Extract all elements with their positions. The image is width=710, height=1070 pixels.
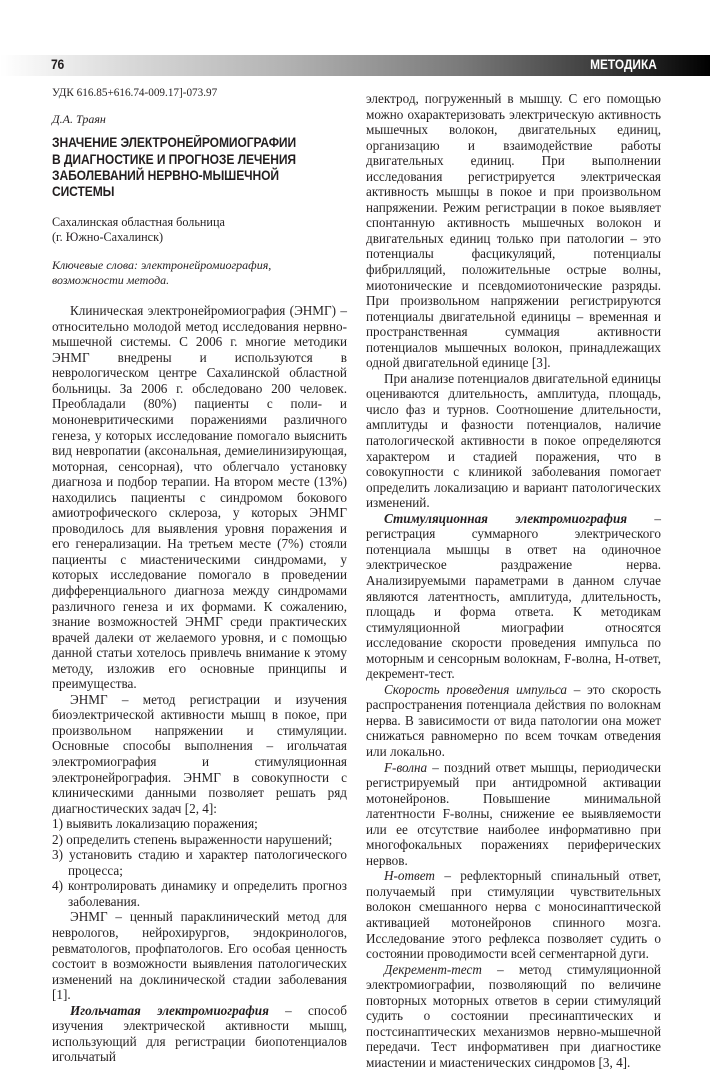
- paragraph-enmg-value: ЭНМГ – ценный параклинический метод для неврологов, нейрохирургов, эндокринологов, ревматологов, профпатологов. Его особая ценность состоит в возможности выявления патологических изменений на доклинической стадии заболевания [1].: [52, 909, 347, 1003]
- keywords-line: Ключевые слова: электронейромиография,: [52, 257, 272, 272]
- paragraph-intro: Клиническая электронейромиография (ЭНМГ) – относительно молодой метод исследования нервно-мышечной системы. С 2006 г. многие методики ЭНМГ внедрены и используются в неврологическом центре Сахалинской областной больницы. За 2006 г. обследовано 200 человек. Преобладали (80%) пациенты с поли- и мононевритическими поражениями различного генеза, у которых исследование помогало выяснить вид невропатии (аксональная, демиелинизирующая, моторная, сенсорная), что облегчало установку диагноза и подбор терапии. На втором месте (13%) находились пациенты с синдромом бокового амиотрофического склероза, у которых ЭНМГ проводилось для выявления уровня поражения и его генерализации. На третьем месте (7%) стояли пациенты с миастеническими синдромами, у которых исследование помогало в проведении дифференциального диагноза между синдромами различного генеза и их формами. К сожалению, знание возможностей ЭНМГ среди практических врачей далеки от желаемого уровня, и с помощью данной статьи хотелось привлечь внимание к этому методу, изложив его основные принципы и преимущества.: [52, 303, 347, 692]
- paragraph-enmg-definition: ЭНМГ – метод регистрации и изучения биоэлектрической активности мышц в покое, при произвольном напряжении и стимуляции. Основные способы выполнения – игольчатая электромиография и стимуляционная электронейрография. ЭНМГ в совокупности с клиническими данными позволяет решать ряд диагностических задач [2, 4]:: [52, 691, 347, 816]
- term-h-reflex: H-ответ: [384, 868, 435, 884]
- author: Д.А. Траян: [52, 111, 106, 126]
- paragraph-stimulation-emg: [366, 511, 661, 682]
- page-number: 76: [51, 57, 64, 72]
- affiliation-line: Сахалинская областная больница: [52, 214, 225, 229]
- diagnostic-tasks-list: [52, 816, 347, 909]
- paragraph-needle-emg: [52, 1003, 347, 1065]
- term-stimulation-emg: Стимуляционная электромиография: [384, 510, 628, 526]
- paragraph-text: – метод стимуляционной электромиографии, позволяющий по величине повторных моторных ответов в серии стимуляций судить о состоянии пресинаптических и постсинаптических механизмов нервно-мышечной передачи. Тест информативен при диагностике миастении и миастенических синдромов [3, 4].: [366, 961, 661, 1070]
- title-line: ЗАБОЛЕВАНИЙ НЕРВНО-МЫШЕЧНОЙ: [52, 167, 280, 183]
- term-needle-emg: Игольчатая электромиография: [70, 1002, 269, 1018]
- affiliation-line: (г. Южно-Сахалинск): [52, 230, 164, 245]
- paragraph-f-wave: [366, 760, 661, 869]
- list-item: 3) установить стадию и характер патологического процесса;: [52, 847, 347, 878]
- paragraph-mup-analysis: При анализе потенциалов двигательной единицы оцениваются длительность, амплитуда, площадь, число фаз и турнов. Соотношение длительности, амплитуды и фазности потенциалов, наличие патологической активности в покое определяются характером и стадией поражения, что в совокупности с клиникой заболевания помогает определить локализацию и вариант патологических изменений.: [366, 370, 661, 511]
- keywords: [52, 258, 347, 288]
- list-item: 2) определить степень выраженности нарушений;: [52, 831, 333, 847]
- article-title: [52, 135, 349, 201]
- affiliation: [52, 215, 347, 246]
- term-decrement-test: Декремент-тест: [384, 961, 482, 977]
- paragraph-needle-emg-cont: электрод, погруженный в мышцу. С его помощью можно охарактеризовать электрическую активность мышечных волокон, двигательных единиц, организацию и взаимодействие работы двигательных единиц. При выполнении исследования регистрируется электрическая активность мышцы в покое и при произвольном напряжении. Режим регистрации в покое выявляет спонтанную активность мышечных волокон и двигательных единиц только при патологии – это потенциалы фасцикуляций, потенциалы фибрилляций, положительные острые волны, миотонические и псевдомиотонические разряды. При произвольном напряжении регистрируются потенциалы двигательной единицы – временная и пространственная суммация активности потенциалов мышечных волокон, принадлежащих одной двигательной единице [3].: [366, 91, 661, 371]
- left-column: [52, 86, 347, 1065]
- paragraph-conduction-velocity: [366, 682, 661, 760]
- right-column: [366, 91, 661, 1070]
- list-item: 4) контролировать динамику и определить прогноз заболевания.: [52, 878, 347, 909]
- paragraph-text: – регистрация суммарного электрического потенциала мышцы в ответ на одиночное электрическое раздражение нерва. Анализируемыми параметрами в данном случае являются латентность, амплитуда, длительность, площадь и форма ответа. К методикам стимуляционной миографии относятся исследование скорости проведения импульса по моторным и сенсорным волокнам, F-волна, H-ответ, декремент-тест.: [366, 510, 662, 682]
- title-line: ЗНАЧЕНИЕ ЭЛЕКТРОНЕЙРОМИОГРАФИИ: [52, 135, 297, 151]
- paragraph-text: – рефлекторный спинальный ответ, получаемый при стимуляции чувствительных волокон смешанного нерва с моносинаптической активацией мотонейронов спинного мозга. Исследование этого рефлекса позволяет судить о состоянии проводимости всей сегментарной дуги.: [366, 868, 661, 962]
- title-line: В ДИАГНОСТИКЕ И ПРОГНОЗЕ ЛЕЧЕНИЯ: [52, 151, 297, 167]
- paragraph-text: – поздний ответ мышцы, периодически регистрируемый при антидромной активации мотонейронов. Повышение минимальной латентности F-волны, снижение ее выявляемости или ее отсутствие наиболее информативно при многофокальных поражениях периферических нервов.: [366, 759, 661, 868]
- keywords-line: возможности метода.: [52, 272, 170, 287]
- paragraph-text: – способ изучения электрической активности мышц, использующий для регистрации биопотенциалов игольчатый: [52, 1002, 347, 1065]
- title-line: СИСТЕМЫ: [52, 184, 115, 200]
- udc-code: УДК 616.85+616.74-009.17]-073.97: [52, 87, 218, 99]
- section-title: МЕТОДИКА: [590, 57, 657, 72]
- paragraph-decrement-test: [366, 962, 661, 1070]
- paragraph-h-reflex: [366, 868, 661, 961]
- term-f-wave: F-волна: [384, 759, 428, 775]
- running-header-bar: [0, 55, 710, 76]
- list-item: 1) выявить локализацию поражения;: [52, 816, 258, 832]
- paragraph-text: – это скорость распространения потенциала действия по волокнам нерва. В зависимости от вида патологии она может снижаться равномерно по всем точкам отведения или локально.: [366, 681, 661, 759]
- term-conduction-velocity: Скорость проведения импульса: [384, 681, 568, 697]
